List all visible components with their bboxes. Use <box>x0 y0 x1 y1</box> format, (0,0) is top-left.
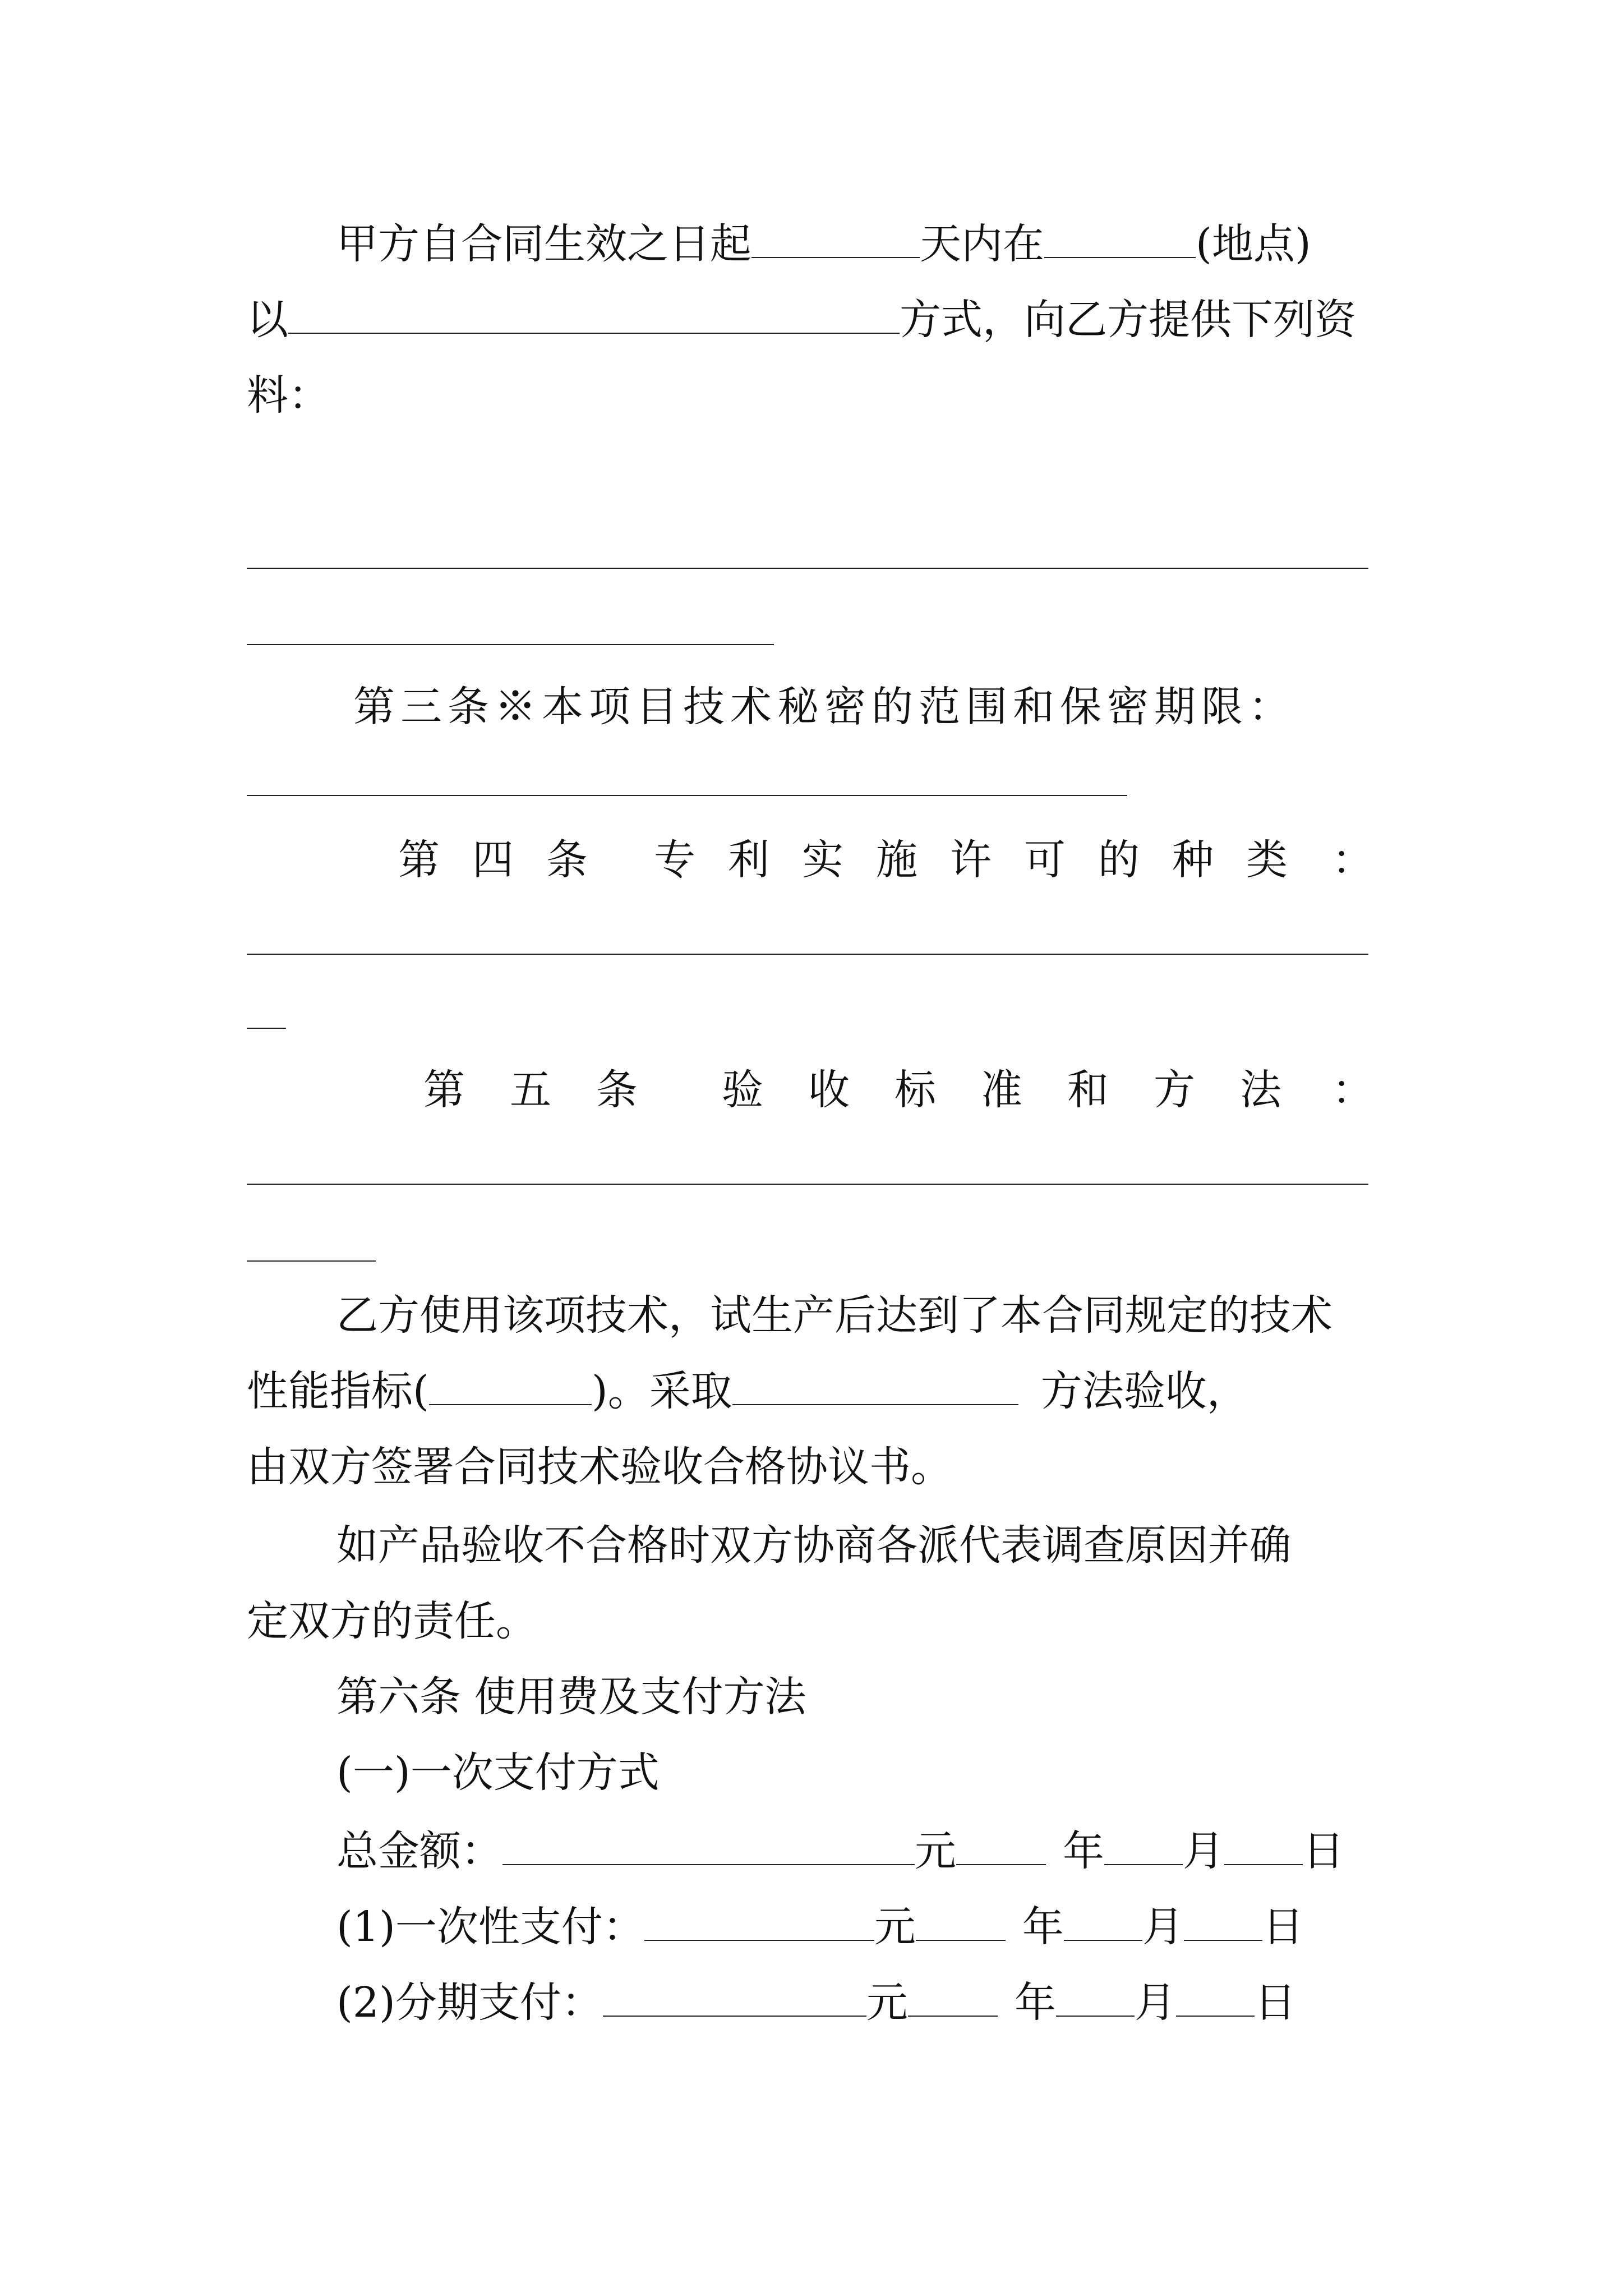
article-6-title <box>336 1669 806 1725</box>
article-4 <box>398 832 1320 888</box>
article-3 <box>353 679 1295 735</box>
article-3-text: 第三条※本项目技术秘密的范围和保密期限： <box>353 683 1295 731</box>
text: 年 <box>1014 1978 1056 2027</box>
days-blank[interactable] <box>751 221 920 258</box>
text: 乙方使用该项技术，试生产后达到了本合同规定的技术 <box>336 1291 1332 1340</box>
acceptance-line-3 <box>247 1439 952 1495</box>
location-blank[interactable] <box>1044 221 1196 258</box>
one-time-payment-line <box>336 1899 1304 1955</box>
text: 元 <box>866 1978 908 2027</box>
colon: ： <box>1332 1066 1373 1114</box>
article-5 <box>423 1062 1326 1118</box>
failure-line-1 <box>336 1517 1291 1573</box>
installment-amount-blank[interactable] <box>603 1980 866 2017</box>
article-5-title: 验收标准和方法 <box>722 1066 1326 1114</box>
article-5-heading: 第五条 <box>423 1066 683 1114</box>
acceptance-line-2 <box>247 1363 1248 1419</box>
month-blank[interactable] <box>1064 1904 1142 1941</box>
year-blank[interactable] <box>956 1828 1046 1865</box>
text: (2)分期支付： <box>336 1978 603 2027</box>
article-4-fill-line[interactable] <box>247 954 1368 955</box>
day-blank[interactable] <box>1224 1828 1303 1865</box>
text: 月 <box>1142 1903 1184 1951</box>
article-4-fill-line[interactable] <box>247 1028 286 1029</box>
text: 日 <box>1262 1903 1304 1951</box>
materials-fill-line[interactable] <box>247 644 774 645</box>
article-4-heading: 第四条 <box>398 836 620 884</box>
text: 月 <box>1183 1827 1224 1875</box>
method-blank[interactable] <box>288 297 900 334</box>
article-4-colon <box>1332 832 1373 888</box>
text: 年 <box>1022 1903 1064 1951</box>
one-time-amount-blank[interactable] <box>644 1904 874 1941</box>
acceptance-method-blank[interactable] <box>732 1368 1018 1405</box>
provide-materials-line-2 <box>247 292 1356 348</box>
text: 方式，向乙方提供下列资 <box>900 296 1356 344</box>
month-blank[interactable] <box>1104 1828 1183 1865</box>
text: 日 <box>1254 1978 1296 2027</box>
text: 元 <box>915 1827 956 1875</box>
text: 第六条 使用费及支付方法 <box>336 1673 806 1721</box>
day-blank[interactable] <box>1184 1904 1262 1941</box>
performance-index-blank[interactable] <box>429 1368 592 1405</box>
acceptance-line-1 <box>336 1287 1332 1343</box>
text: 由双方签署合同技术验收合格协议书。 <box>247 1443 952 1491</box>
text: 元 <box>874 1903 916 1951</box>
day-blank[interactable] <box>1176 1980 1255 2017</box>
colon: ： <box>1332 836 1373 884</box>
article-4-title: 专利实施许可的种类 <box>654 836 1320 884</box>
installment-payment-line <box>336 1975 1296 2031</box>
provide-materials-line-3 <box>247 367 330 424</box>
materials-fill-line[interactable] <box>247 568 1368 569</box>
article-5-fill-line[interactable] <box>247 1260 376 1262</box>
total-amount-blank[interactable] <box>502 1828 915 1865</box>
text: 总金额： <box>336 1827 502 1875</box>
total-amount-line <box>336 1823 1344 1879</box>
text: 天内在 <box>920 220 1044 268</box>
text: 定双方的责任。 <box>247 1597 537 1645</box>
text: (1)一次性支付： <box>336 1903 644 1951</box>
text: 甲方自合同生效之日起 <box>336 220 751 268</box>
text: 年 <box>1063 1827 1104 1875</box>
failure-line-2 <box>247 1593 537 1649</box>
text: (地点) <box>1196 220 1311 268</box>
text: 性能指标( <box>247 1367 429 1415</box>
text: (一)一次支付方式 <box>336 1749 660 1797</box>
article-5-fill-line[interactable] <box>247 1184 1368 1185</box>
text: )。采取 <box>591 1367 732 1415</box>
text: 日 <box>1303 1827 1344 1875</box>
provide-materials-line-1 <box>336 216 1311 272</box>
article-5-colon <box>1332 1062 1373 1118</box>
payment-mode-1 <box>336 1745 660 1801</box>
text: 如产品验收不合格时双方协商各派代表调查原因并确 <box>336 1521 1291 1570</box>
article-3-fill-line[interactable] <box>247 795 1127 796</box>
year-blank[interactable] <box>916 1904 1006 1941</box>
month-blank[interactable] <box>1056 1980 1135 2017</box>
text: 料： <box>247 371 330 420</box>
text: 月 <box>1134 1978 1176 2027</box>
text: 以 <box>247 296 288 344</box>
year-blank[interactable] <box>908 1980 998 2017</box>
text: 方法验收， <box>1040 1367 1248 1415</box>
